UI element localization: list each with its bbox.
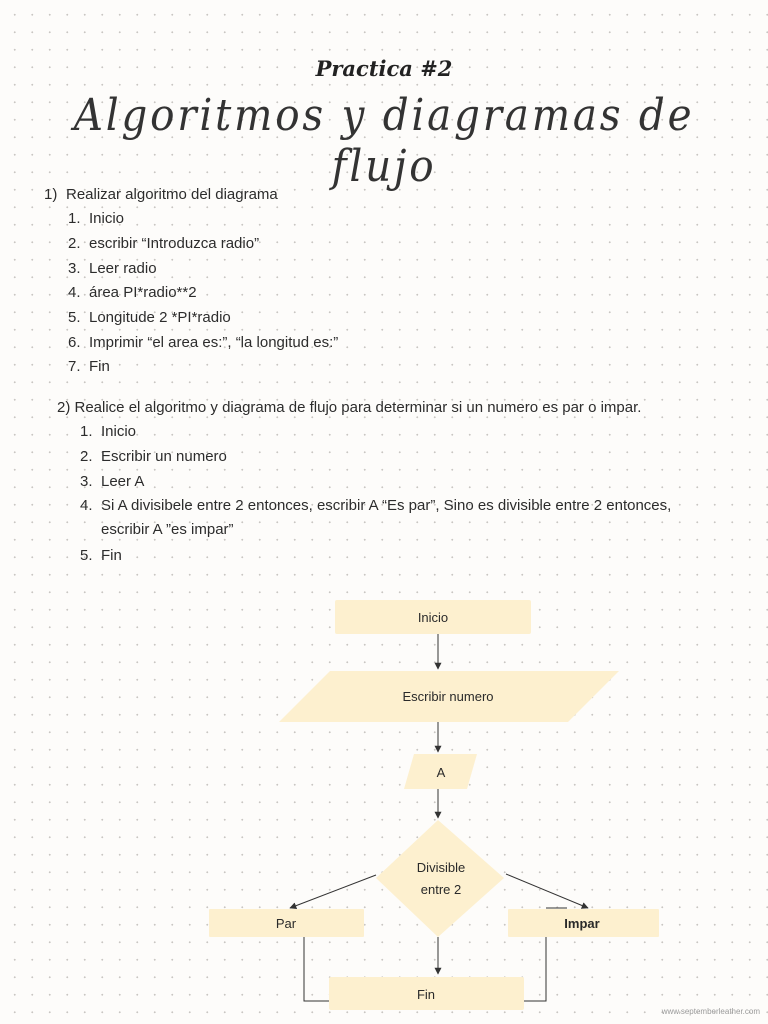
flow-decision-label-line2: entre 2 <box>420 882 462 897</box>
section-1-number: 1) <box>44 186 58 203</box>
arrow-decision-to-par <box>290 875 376 908</box>
flow-input-label: A <box>436 765 446 780</box>
step-number: 1. <box>80 423 93 440</box>
step-number: 4. <box>80 497 93 514</box>
flow-end-label: Fin <box>416 987 436 1002</box>
flow-par-label: Par <box>275 916 297 931</box>
section-1-heading: Realizar algoritmo del diagrama <box>66 186 278 203</box>
step-text: Leer radio <box>89 260 157 277</box>
step-number: 1. <box>68 210 81 227</box>
step-number: 7. <box>68 358 81 375</box>
step-number: 5. <box>68 309 81 326</box>
step-number: 3. <box>68 260 81 277</box>
flow-output-label: Escribir numero <box>402 689 494 704</box>
step-text: Inicio <box>101 423 137 440</box>
step-number: 3. <box>80 473 93 490</box>
footer-credit: www.septemberleather.com <box>661 1007 760 1016</box>
arrow-decision-to-impar <box>506 874 588 908</box>
step-text: Inicio <box>89 210 125 227</box>
step-text: Longitude 2 *PI*radio <box>89 309 231 326</box>
flow-decision-node <box>376 820 504 937</box>
step-text: Imprimir “el area es:”, “la longitud es:” <box>89 334 339 351</box>
step-text: Si A divisibele entre 2 entonces, escribir A “Es par”, Sino es divisible entre 2 entonces, escribir A ”es impar” <box>101 497 672 538</box>
step-text: Leer A <box>101 473 145 490</box>
flow-start-label: Inicio <box>417 610 449 625</box>
step-number: 2. <box>80 448 93 465</box>
step-number: 5. <box>80 547 93 564</box>
flow-decision-label-line1: Divisible <box>416 860 466 875</box>
section-2-heading: 2) Realice el algoritmo y diagrama de flujo para determinar si un numero es par o impar. <box>57 399 642 416</box>
step-text: escribir “Introduzca radio” <box>89 235 260 252</box>
step-text: Fin <box>89 358 110 375</box>
flow-impar-label: Impar <box>564 916 600 931</box>
connector-par-to-end <box>304 937 329 1001</box>
step-text: área PI*radio**2 <box>89 284 197 301</box>
page-title: Algoritmos y diagramas de flujo <box>73 90 695 192</box>
step-text: Escribir un numero <box>101 448 227 465</box>
step-number: 4. <box>68 284 81 301</box>
step-number: 2. <box>68 235 81 252</box>
step-text: Fin <box>101 547 122 564</box>
connector-impar-to-end <box>524 937 546 1001</box>
practice-subtitle: Practica #2 <box>315 56 453 81</box>
step-number: 6. <box>68 334 81 351</box>
